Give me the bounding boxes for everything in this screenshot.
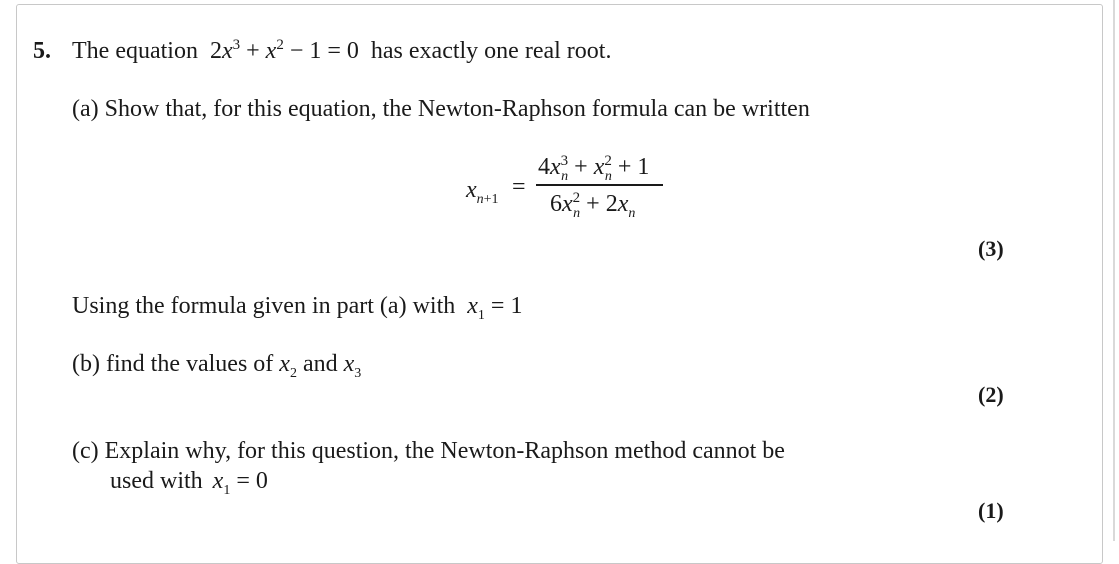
using-condition: $x_1 = 1$ <box>467 293 523 323</box>
using-text: Using the formula given in part (a) with <box>72 293 456 319</box>
formula-denominator: $6x^2_n + 2x_n$ <box>550 190 636 221</box>
part-c-condition: $x_1 = 0$ <box>212 468 268 498</box>
formula-lhs: $x_{n+1}$ <box>466 177 499 207</box>
intro-text: The equation <box>72 38 198 64</box>
part-b-label: (b) <box>72 351 100 377</box>
part-b-marks: (2) <box>978 382 1004 407</box>
part-a-text: Show that, for this equation, the Newton-Raphson formula can be written <box>104 96 810 122</box>
part-a-label: (a) <box>72 96 99 122</box>
part-a-marks: (3) <box>978 236 1004 261</box>
part-a <box>72 95 810 123</box>
part-b-vars: $x_2$ and $x_3$ <box>279 351 362 381</box>
formula-numerator: $4x^3_n + x^2_n + 1$ <box>538 153 650 184</box>
part-b <box>72 350 362 381</box>
part-c-marks: (1) <box>978 498 1004 523</box>
equation: $2x^3 + x^2 - 1 = 0$ <box>209 37 359 64</box>
part-c-line1 <box>72 437 785 465</box>
part-c-text: Explain why, for this question, the Newton-Raphson method cannot be <box>104 438 785 464</box>
using-line <box>72 292 523 323</box>
fraction-bar <box>536 184 663 186</box>
scrollbar-edge <box>1113 0 1115 541</box>
question-intro <box>72 37 611 65</box>
intro-tail: has exactly one real root. <box>370 38 612 64</box>
part-c-line2-text: used with <box>110 468 203 494</box>
part-c-line2 <box>110 467 268 498</box>
question-number: 5. <box>33 38 51 64</box>
part-c-label: (c) <box>72 438 99 464</box>
part-b-text: find the values of <box>105 351 274 377</box>
formula-equals: = <box>512 174 526 200</box>
